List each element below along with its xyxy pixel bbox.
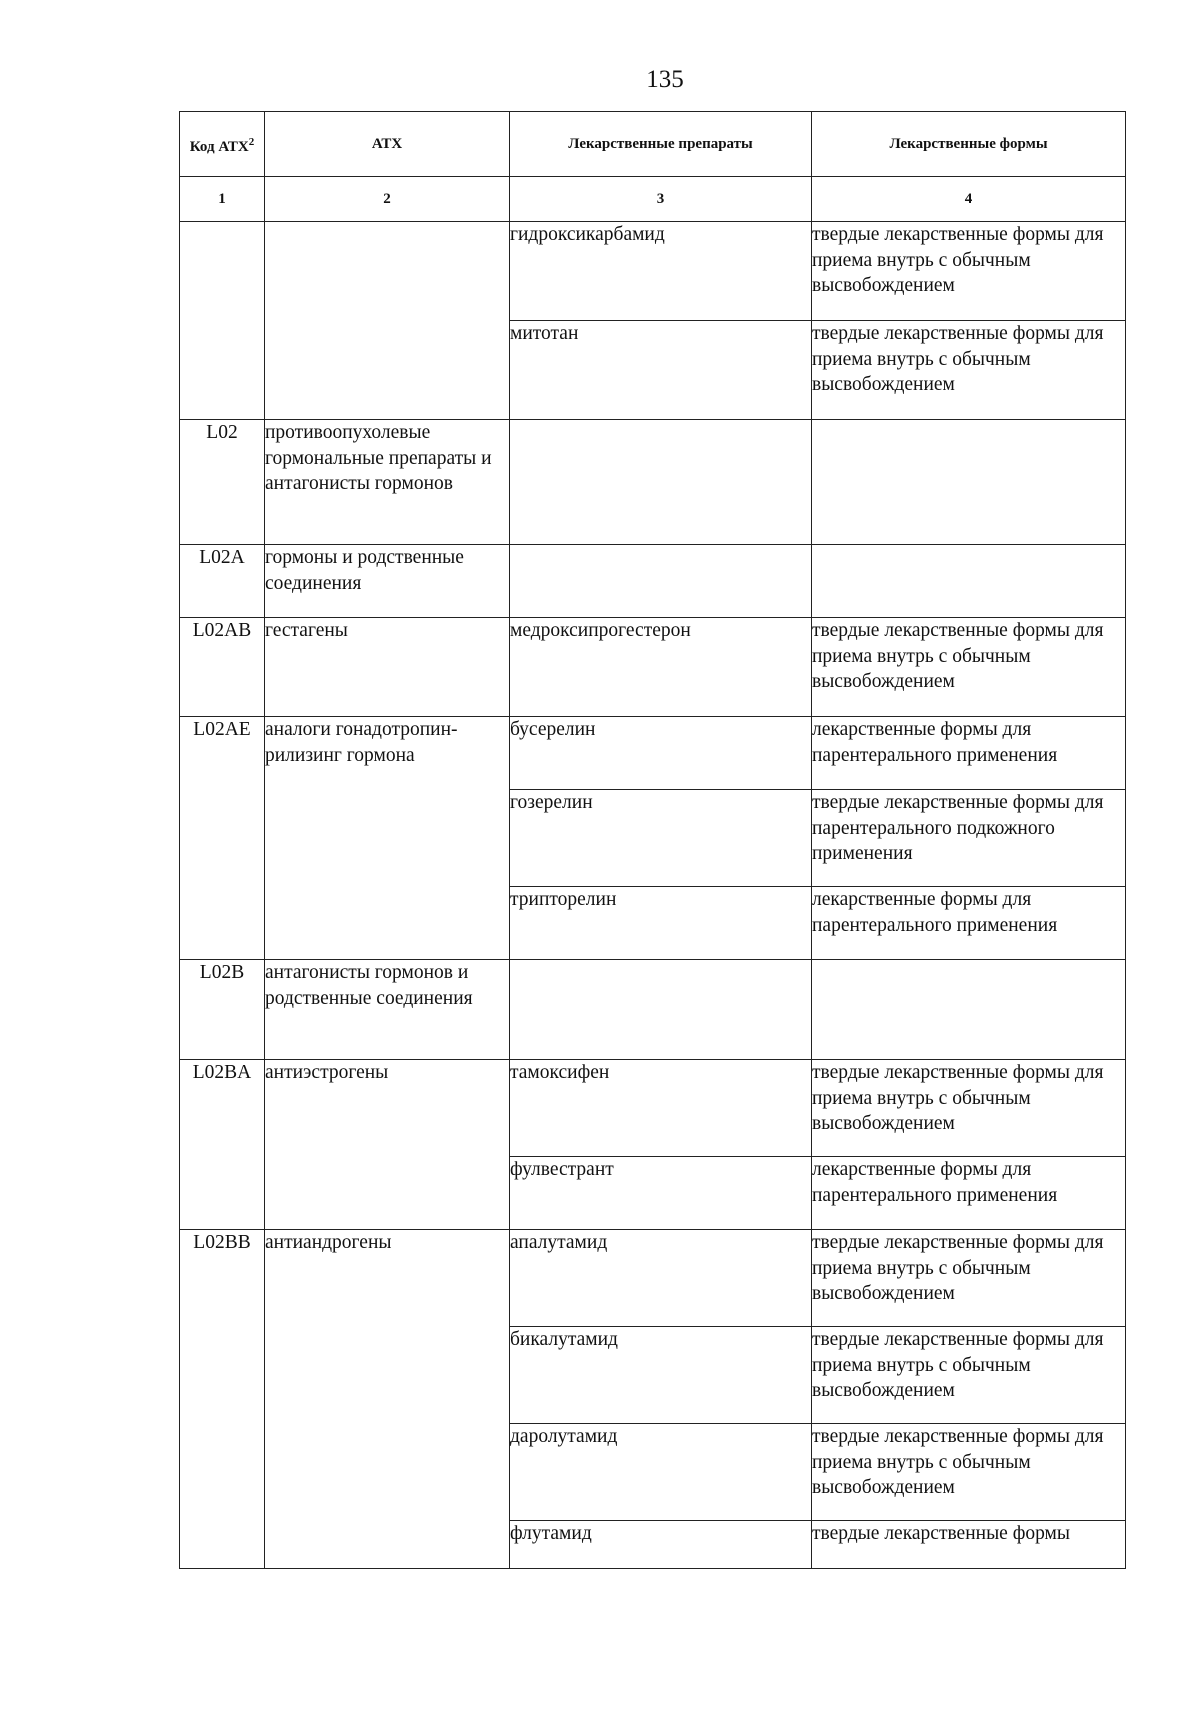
drug-cell [510,960,812,1060]
form-cell: твердые лекарственные формы для приема внутрь с обычным высвобождением [812,618,1126,717]
drug-cell: даролутамид [510,1424,812,1521]
table-header-row [180,112,1126,177]
header-drugs: Лекарственные препараты [510,112,812,177]
page-number: 135 [646,66,684,93]
column-number: 3 [510,177,812,222]
column-numbers-row [180,177,1126,222]
table-row [180,1230,1126,1327]
code-cell: L02AE [180,717,265,960]
atc-table [179,111,1126,1569]
drug-cell: бусерелин [510,717,812,790]
code-cell: L02 [180,420,265,545]
form-cell: твердые лекарственные формы для приема внутрь с обычным высвобождением [812,1230,1126,1327]
form-cell: твердые лекарственные формы для приема внутрь с обычным высвобождением [812,1060,1126,1157]
form-cell: твердые лекарственные формы для приема внутрь с обычным высвобождением [812,222,1126,321]
form-cell [812,960,1126,1060]
drug-cell: гозерелин [510,790,812,887]
atc-cell: гормоны и родственные соединения [265,545,510,618]
form-cell: твердые лекарственные формы для парентерального подкожного применения [812,790,1126,887]
form-cell [812,420,1126,545]
header-code: Код АТХ$^2$ [180,112,265,177]
table-row [180,545,1126,618]
drug-cell: митотан [510,321,812,420]
form-cell [812,545,1126,618]
atc-cell: антиэстрогены [265,1060,510,1230]
column-number: 2 [265,177,510,222]
code-cell: L02BA [180,1060,265,1230]
atc-cell: противоопухолевые гормональные препараты и антагонисты гормонов [265,420,510,545]
drug-cell: фулвестрант [510,1157,812,1230]
form-cell: твердые лекарственные формы [812,1521,1126,1569]
drug-cell: бикалутамид [510,1327,812,1424]
drug-cell: тамоксифен [510,1060,812,1157]
table-row [180,222,1126,321]
form-cell: лекарственные формы для парентерального применения [812,717,1126,790]
column-number: 1 [180,177,265,222]
form-cell: лекарственные формы для парентерального применения [812,1157,1126,1230]
atc-cell: антагонисты гормонов и родственные соединения [265,960,510,1060]
table-row [180,618,1126,717]
table-row [180,1060,1126,1157]
table-row [180,717,1126,790]
atc-cell [265,222,510,420]
form-cell: твердые лекарственные формы для приема внутрь с обычным высвобождением [812,321,1126,420]
code-cell: L02AB [180,618,265,717]
form-cell: лекарственные формы для парентерального применения [812,887,1126,960]
drug-cell: гидроксикарбамид [510,222,812,321]
form-cell: твердые лекарственные формы для приема внутрь с обычным высвобождением [812,1327,1126,1424]
header-atc: АТХ [265,112,510,177]
header-forms: Лекарственные формы [812,112,1126,177]
drug-cell: апалутамид [510,1230,812,1327]
code-cell: L02BB [180,1230,265,1569]
atc-cell: аналоги гонадотропин-рилизинг гормона [265,717,510,960]
drug-cell: трипторелин [510,887,812,960]
code-cell [180,222,265,420]
atc-cell: гестагены [265,618,510,717]
code-cell: L02B [180,960,265,1060]
atc-cell: антиандрогены [265,1230,510,1569]
table-row [180,420,1126,545]
code-cell: L02A [180,545,265,618]
drug-cell: флутамид [510,1521,812,1569]
drug-cell [510,420,812,545]
drug-cell: медроксипрогестерон [510,618,812,717]
form-cell: твердые лекарственные формы для приема внутрь с обычным высвобождением [812,1424,1126,1521]
column-number: 4 [812,177,1126,222]
table-row [180,960,1126,1060]
drug-cell [510,545,812,618]
